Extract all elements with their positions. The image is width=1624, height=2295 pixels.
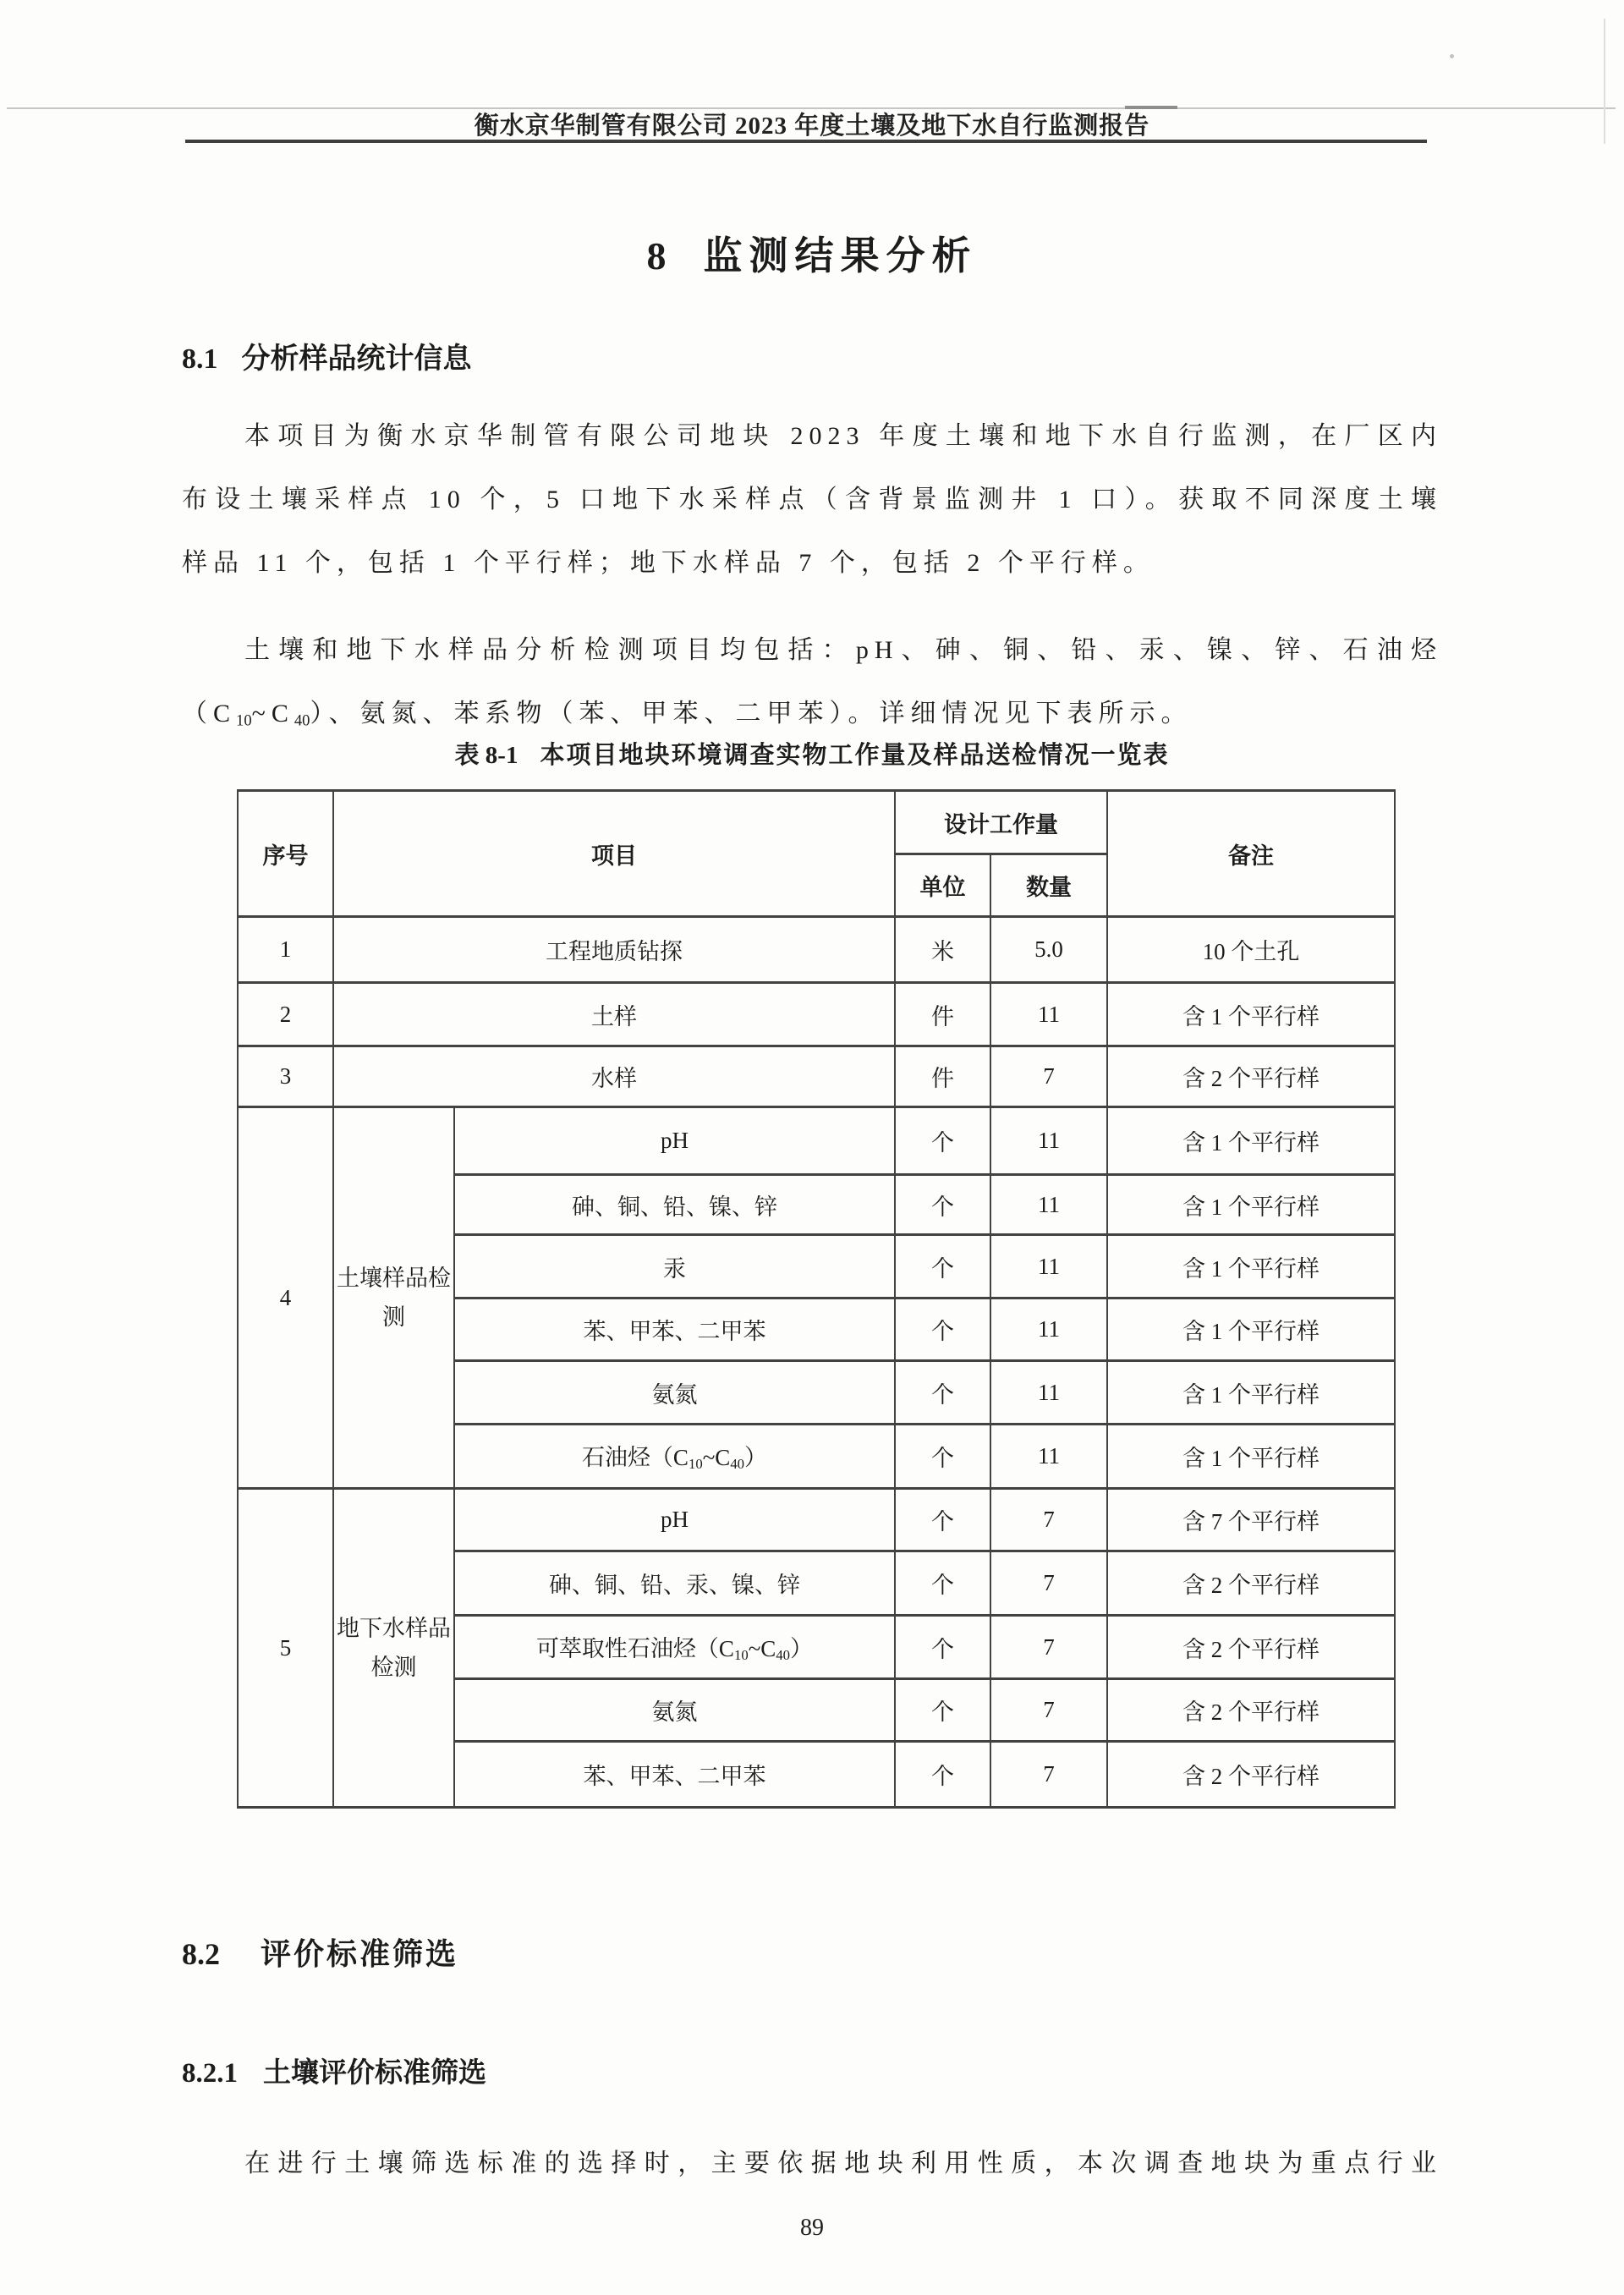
section-title-text: 分析样品统计信息 <box>241 343 472 375</box>
table-caption <box>0 736 1624 771</box>
cell-item: pH <box>454 1489 895 1551</box>
paragraph-line: 本项目为衡水京华制管有限公司地块 2023 年度土壤和地下水自行监测，在厂区内 <box>244 422 1442 450</box>
table-row <box>238 1107 1395 1175</box>
cell-group-label: 土壤样品检测 <box>333 1107 454 1489</box>
cell-remark: 含 2 个平行样 <box>1107 1551 1395 1616</box>
cell-item: 汞 <box>454 1235 895 1298</box>
chapter-title <box>0 225 1624 281</box>
scan-dot-artifact <box>1450 54 1454 58</box>
table-caption-text: 本项目地块环境调查实物工作量及样品送检情况一览表 <box>540 742 1170 769</box>
header-rule <box>185 140 1427 143</box>
text-part: 石油烃（C <box>581 1445 689 1471</box>
cell-index: 2 <box>238 983 333 1046</box>
cell-quantity: 7 <box>990 1679 1107 1742</box>
cell-remark: 含 2 个平行样 <box>1107 1679 1395 1742</box>
text-part: ~C <box>748 1635 776 1661</box>
section-heading-8-1 <box>182 335 472 376</box>
cell-item: 土样 <box>333 983 895 1046</box>
cell-index: 1 <box>238 917 333 983</box>
chapter-title-text: 监测结果分析 <box>703 234 978 277</box>
cell-unit: 个 <box>895 1742 990 1808</box>
cell-remark: 含 1 个平行样 <box>1107 1107 1395 1175</box>
cell-quantity: 11 <box>990 1175 1107 1235</box>
col-header-item: 项目 <box>333 791 895 917</box>
cell-unit: 个 <box>895 1361 990 1425</box>
table-row <box>238 917 1395 983</box>
cell-quantity: 7 <box>990 1046 1107 1107</box>
cell-quantity: 11 <box>990 1361 1107 1425</box>
text-part: ） <box>744 1445 768 1471</box>
paragraph-3 <box>182 2132 1442 2195</box>
section-heading-8-2-1 <box>182 2051 486 2090</box>
section-title-text: 评价标准筛选 <box>261 1937 459 1971</box>
cell-remark: 含 1 个平行样 <box>1107 983 1395 1046</box>
cell-remark: 含 1 个平行样 <box>1107 1361 1395 1425</box>
cell-unit: 个 <box>895 1425 990 1489</box>
section-title-text: 土壤评价标准筛选 <box>263 2058 486 2089</box>
cell-unit: 个 <box>895 1679 990 1742</box>
subscript: 10 <box>733 1647 749 1663</box>
cell-quantity: 11 <box>990 983 1107 1046</box>
cell-remark: 含 1 个平行样 <box>1107 1175 1395 1235</box>
cell-item: 氨氮 <box>454 1361 895 1425</box>
cell-unit: 个 <box>895 1107 990 1175</box>
table-header-row <box>238 791 1395 854</box>
paragraph-line: 土壤和地下水样品分析检测项目均包括：pH、砷、铜、铅、汞、镍、锌、石油烃 <box>244 636 1442 664</box>
col-header-index: 序号 <box>238 791 333 917</box>
cell-item: 氨氮 <box>454 1679 895 1742</box>
paragraph-1 <box>182 404 1442 595</box>
text-part: 可萃取性石油烃（C <box>535 1635 734 1661</box>
cell-quantity: 11 <box>990 1235 1107 1298</box>
cell-remark: 10 个土孔 <box>1107 917 1395 983</box>
cell-unit: 个 <box>895 1175 990 1235</box>
cell-quantity: 11 <box>990 1107 1107 1175</box>
text-part: ~C <box>251 700 294 727</box>
paragraph-line: 在进行土壤筛选标准的选择时，主要依据地块利用性质，本次调查地块为重点行业 <box>244 2150 1442 2177</box>
cell-item <box>454 1425 895 1489</box>
cell-item: 苯、甲苯、二甲苯 <box>454 1742 895 1808</box>
paragraph-2 <box>182 618 1442 752</box>
cell-index: 5 <box>238 1489 333 1808</box>
subscript: 10 <box>688 1456 703 1473</box>
chapter-number: 8 <box>646 234 667 277</box>
cell-index: 4 <box>238 1107 333 1489</box>
cell-item: 水样 <box>333 1046 895 1107</box>
col-header-design-workload: 设计工作量 <box>895 791 1107 854</box>
cell-remark: 含 2 个平行样 <box>1107 1742 1395 1808</box>
page-number: 89 <box>800 2215 824 2241</box>
table-row <box>238 1046 1395 1107</box>
cell-unit: 个 <box>895 1235 990 1298</box>
cell-remark: 含 1 个平行样 <box>1107 1425 1395 1489</box>
cell-remark: 含 2 个平行样 <box>1107 1616 1395 1679</box>
cell-quantity: 11 <box>990 1298 1107 1361</box>
cell-unit: 件 <box>895 983 990 1046</box>
section-number: 8.1 <box>182 343 218 375</box>
cell-unit: 个 <box>895 1551 990 1616</box>
text-part: （C <box>182 700 237 727</box>
cell-quantity: 7 <box>990 1551 1107 1616</box>
cell-item: 工程地质钻探 <box>333 917 895 983</box>
cell-quantity: 7 <box>990 1489 1107 1551</box>
cell-unit: 个 <box>895 1616 990 1679</box>
cell-unit: 个 <box>895 1489 990 1551</box>
text-part: ）、氨氮、苯系物（苯、甲苯、二甲苯）。详细情况见下表所示。 <box>310 700 1193 727</box>
col-header-remark: 备注 <box>1107 791 1395 917</box>
cell-remark: 含 1 个平行样 <box>1107 1298 1395 1361</box>
col-header-quantity: 数量 <box>990 854 1107 917</box>
section-number: 8.2.1 <box>182 2058 238 2089</box>
table-row <box>238 983 1395 1046</box>
text-part: ） <box>790 1635 814 1661</box>
subscript: 40 <box>776 1647 791 1663</box>
cell-index: 3 <box>238 1046 333 1107</box>
cell-quantity: 7 <box>990 1616 1107 1679</box>
table-row <box>238 1489 1395 1551</box>
paragraph-line: 布设土壤采样点 10 个，5 口地下水采样点（含背景监测井 1 口）。获取不同深度土壤 <box>182 486 1442 513</box>
paragraph-line: 样品 11 个，包括 1 个平行样；地下水样品 7 个，包括 2 个平行样。 <box>182 549 1155 577</box>
section-heading-8-2 <box>182 1930 458 1974</box>
running-header: 衡水京华制管有限公司 2023 年度土壤及地下水自行监测报告 <box>474 113 1150 140</box>
cell-group-label: 地下水样品检测 <box>333 1489 454 1808</box>
subscript: 40 <box>294 711 310 730</box>
cell-unit: 个 <box>895 1298 990 1361</box>
subscript: 10 <box>236 711 252 730</box>
cell-item <box>454 1616 895 1679</box>
cell-item: 苯、甲苯、二甲苯 <box>454 1298 895 1361</box>
table-caption-label: 表 8-1 <box>454 742 518 769</box>
cell-quantity: 7 <box>990 1742 1107 1808</box>
text-part: ~C <box>702 1445 731 1471</box>
cell-item: 砷、铜、铅、汞、镍、锌 <box>454 1551 895 1616</box>
cell-item: 砷、铜、铅、镍、锌 <box>454 1175 895 1235</box>
cell-unit: 件 <box>895 1046 990 1107</box>
cell-quantity: 11 <box>990 1425 1107 1489</box>
workload-table <box>237 789 1396 1809</box>
col-header-unit: 单位 <box>895 854 990 917</box>
cell-remark: 含 7 个平行样 <box>1107 1489 1395 1551</box>
cell-item: pH <box>454 1107 895 1175</box>
cell-quantity: 5.0 <box>990 917 1107 983</box>
subscript: 40 <box>730 1456 745 1473</box>
cell-remark: 含 1 个平行样 <box>1107 1235 1395 1298</box>
section-number: 8.2 <box>182 1937 220 1971</box>
cell-unit: 米 <box>895 917 990 983</box>
cell-remark: 含 2 个平行样 <box>1107 1046 1395 1107</box>
